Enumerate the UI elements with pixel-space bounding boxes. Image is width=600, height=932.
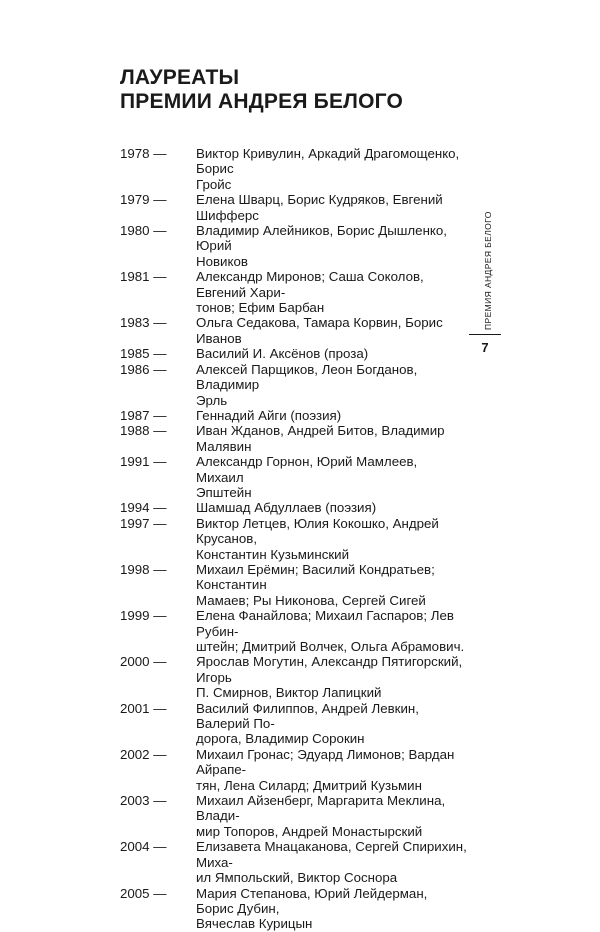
laureate-year: 2005 — [120, 885, 167, 901]
laureate-names-line: Константин Кузьминский [196, 546, 350, 562]
laureate-entry [120, 408, 468, 423]
laureate-names [196, 654, 468, 700]
title-line-1: ЛАУРЕАТЫ [120, 66, 240, 89]
laureate-names-line: Алексей Парщиков, Леон Богданов, Владимир [196, 361, 418, 393]
laureate-names-line: Иван Жданов, Андрей Битов, Владимир Малявин [196, 423, 445, 454]
laureate-names-line: штейн; Дмитрий Волчек, Ольга Абрамович. [196, 639, 465, 654]
running-header-rule [469, 334, 501, 335]
laureate-entry [120, 500, 468, 515]
laureate-entry [120, 269, 468, 315]
laureate-year: 1988 — [120, 423, 167, 439]
laureate-names-line: Виктор Кривулин, Аркадий Драгомощенко, Борис [196, 146, 460, 177]
laureate-entry [120, 747, 468, 793]
laureate-entry [120, 223, 468, 269]
running-header-text: ПРЕМИЯ АНДРЕЯ БЕЛОГО [483, 211, 493, 330]
laureate-names-line: мир Топоров, Андрей Монастырский [196, 823, 423, 839]
laureate-year: 2004 — [120, 839, 167, 855]
laureate-year: 1979 — [120, 192, 167, 208]
laureate-year: 1978 — [120, 146, 167, 161]
laureate-entry [120, 608, 468, 654]
laureate-names-line: Мамаев; Ры Никонова, Сергей Сигей [196, 592, 426, 608]
laureate-names [196, 192, 468, 223]
laureate-year: 1980 — [120, 223, 167, 239]
laureate-names-line: Василий И. Аксёнов (проза) [196, 346, 369, 362]
laureate-year: 1997 — [120, 515, 167, 531]
laureate-names-line: тян, Лена Силард; Дмитрий Кузьмин [196, 777, 422, 793]
laureate-names [196, 408, 468, 423]
laureate-names [196, 500, 468, 515]
laureate-names [196, 608, 468, 654]
laureate-entry [120, 886, 468, 932]
laureate-year: 2001 — [120, 700, 167, 716]
laureate-names-line: Геннадий Айги (поэзия) [196, 407, 342, 423]
laureate-names-line: Эпштейн [196, 484, 252, 500]
laureate-entry [120, 192, 468, 223]
laureate-names [196, 886, 468, 932]
laureate-entry [120, 362, 468, 408]
laureate-year: 1994 — [120, 500, 167, 516]
laureate-names-line: ил Ямпольский, Виктор Соснора [196, 870, 398, 886]
laureate-year: 1985 — [120, 346, 167, 362]
laureate-names-line: Елизавета Мнацаканова, Сергей Спирихин, Миха- [196, 839, 467, 870]
laureate-names [196, 793, 468, 839]
laureate-names-line: Елена Фанайлова; Михаил Гаспаров; Лев Рубин- [196, 608, 454, 639]
laureate-names-line: Ольга Седакова, Тамара Корвин, Борис Иванов [196, 315, 443, 346]
laureate-entry [120, 839, 468, 885]
laureate-names-line: Гройс [196, 176, 232, 192]
laureate-names [196, 223, 468, 269]
laureate-names [196, 454, 468, 500]
laureate-entry [120, 654, 468, 700]
laureate-names-line: Александр Миронов; Саша Соколов, Евгений Хари- [196, 269, 424, 300]
laureate-entry [120, 793, 468, 839]
laureate-names [196, 362, 468, 408]
laureate-names [196, 146, 468, 192]
laureate-names [196, 269, 468, 315]
laureate-names-line: тонов; Ефим Барбан [196, 300, 325, 316]
laureate-entry [120, 146, 468, 192]
laureate-names-line: Михаил Айзенберг, Маргарита Меклина, Влади- [196, 793, 446, 824]
laureate-year: 2002 — [120, 746, 167, 762]
laureate-names-line: Василий Филиппов, Андрей Левкин, Валерий По- [196, 700, 419, 732]
laureate-names-line: Виктор Летцев, Юлия Кокошко, Андрей Крусанов, [196, 515, 439, 547]
laureate-names [196, 346, 468, 361]
running-header [475, 211, 495, 330]
laureate-names [196, 423, 468, 454]
laureate-year: 1999 — [120, 608, 167, 624]
laureate-names [196, 839, 468, 885]
page-number: 7 [481, 340, 489, 355]
laureate-entry [120, 346, 468, 361]
laureate-entry [120, 454, 468, 500]
laureate-year: 1998 — [120, 561, 167, 577]
laureate-names-line: Елена Шварц, Борис Кудряков, Евгений Шифферс [196, 192, 443, 223]
laureate-names-line: Вячеслав Курицын [196, 916, 313, 932]
laureate-names [196, 562, 468, 608]
laureate-names-line: Новиков [196, 253, 248, 269]
laureate-names-line: дорога, Владимир Сорокин [196, 731, 365, 747]
laureate-entry [120, 315, 468, 346]
laureate-year: 1986 — [120, 361, 167, 377]
title-line-2: ПРЕМИИ АНДРЕЯ БЕЛОГО [120, 90, 403, 113]
laureate-names [196, 516, 468, 562]
laureate-names-line: Мария Степанова, Юрий Лейдерман, Борис Дубин, [196, 885, 428, 916]
laureate-list [120, 146, 468, 932]
laureate-entry [120, 701, 468, 747]
laureate-names [196, 747, 468, 793]
laureate-year: 2000 — [120, 654, 167, 670]
laureate-names-line: Владимир Алейников, Борис Дышленко, Юрий [196, 223, 447, 254]
laureate-year: 1981 — [120, 269, 167, 285]
laureate-names-line: Шамшад Абдуллаев (поэзия) [196, 500, 377, 516]
laureate-year: 1983 — [120, 315, 167, 331]
laureate-year: 2003 — [120, 793, 167, 809]
laureate-year: 1987 — [120, 407, 167, 423]
laureate-entry [120, 423, 468, 454]
laureate-names-line: Александр Горнон, Юрий Мамлеев, Михаил [196, 454, 418, 485]
laureate-year: 1991 — [120, 454, 167, 470]
laureate-names-line: Михаил Ерёмин; Василий Кондратьев; Константин [196, 561, 435, 593]
laureate-names-line: Михаил Гронас; Эдуард Лимонов; Вардан Айрапе- [196, 746, 455, 778]
laureate-names-line: Ярослав Могутин, Александр Пятигорский, Игорь [196, 654, 463, 685]
page-title [120, 66, 403, 114]
laureate-names [196, 315, 468, 346]
laureate-entry [120, 516, 468, 562]
laureate-names [196, 701, 468, 747]
laureate-entry [120, 562, 468, 608]
laureate-names-line: П. Смирнов, Виктор Лапицкий [196, 685, 382, 701]
laureate-names-line: Эрль [196, 392, 228, 408]
